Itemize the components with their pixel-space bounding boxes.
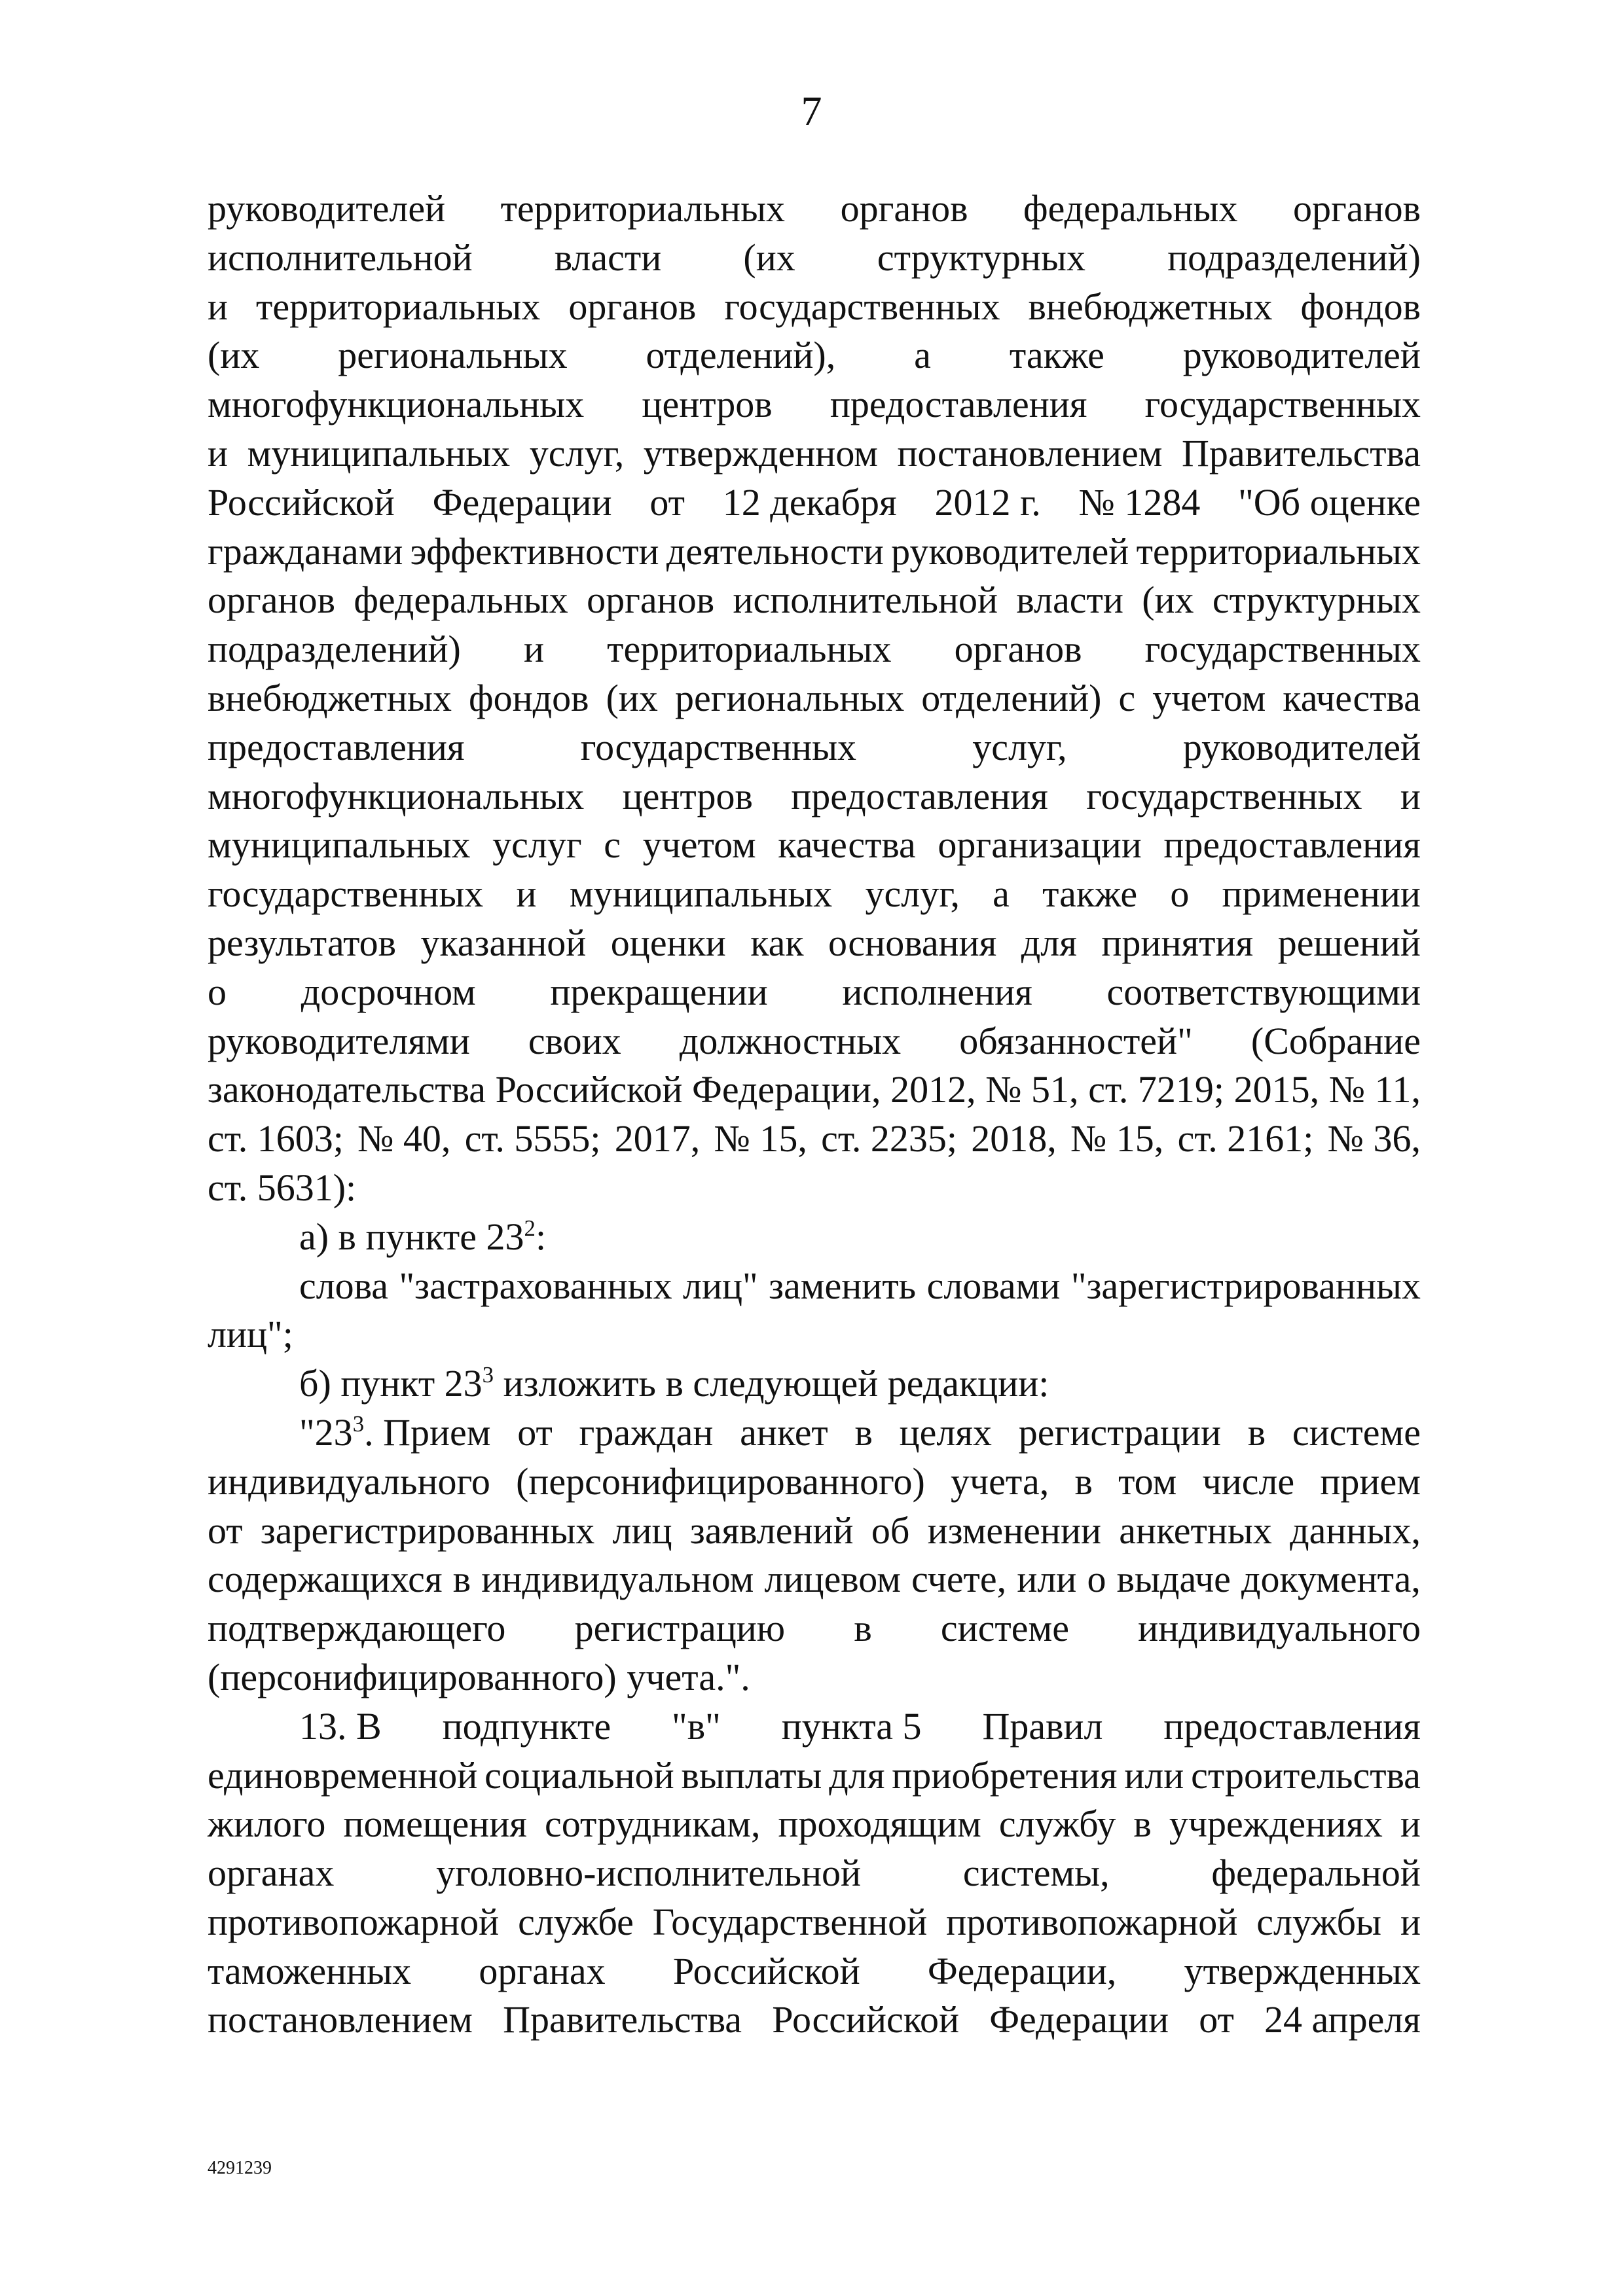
word: (их xyxy=(743,236,795,279)
word: Федерации, xyxy=(927,1949,1117,1992)
word: муниципальных xyxy=(569,872,833,916)
word: № 40, xyxy=(357,1117,451,1160)
word: и xyxy=(1400,1803,1421,1846)
word: выплаты xyxy=(681,1753,822,1797)
word: государственных xyxy=(1086,774,1362,817)
word: Российской xyxy=(208,480,395,524)
word: в xyxy=(854,1410,873,1454)
text-line xyxy=(208,1310,1421,1359)
word: (Собрание xyxy=(1250,1019,1421,1062)
word: Государственной xyxy=(652,1900,928,1943)
word: (их xyxy=(208,334,260,377)
superscript: 3 xyxy=(352,1411,365,1437)
word: подразделений) xyxy=(208,628,461,671)
word: системе xyxy=(1292,1410,1421,1454)
word: предоставления xyxy=(791,774,1048,817)
word: системы, xyxy=(962,1852,1110,1895)
word: фондов xyxy=(1300,285,1421,328)
word: слова xyxy=(299,1264,389,1307)
word: помещения xyxy=(343,1803,527,1846)
word: Федерации, xyxy=(692,1068,881,1111)
text-line xyxy=(208,1017,1421,1066)
word: о xyxy=(1170,872,1190,916)
word: счете, xyxy=(911,1558,1007,1601)
text-line xyxy=(208,1115,1421,1164)
word: решений xyxy=(1277,921,1421,964)
word: Правил xyxy=(982,1704,1103,1748)
word: государственных xyxy=(208,872,484,916)
word: словами xyxy=(926,1264,1061,1307)
word: в xyxy=(854,1607,872,1650)
word: предоставления xyxy=(208,725,465,768)
word: сотрудникам, xyxy=(545,1803,761,1846)
word: законодательства xyxy=(208,1068,486,1111)
word: лиц"; xyxy=(208,1313,293,1356)
text-line xyxy=(208,234,1421,283)
word: соответствующими xyxy=(1106,970,1421,1013)
text-line xyxy=(208,283,1421,332)
word: об xyxy=(871,1509,910,1552)
word: Правительства xyxy=(503,1998,742,2041)
word: "Об оценке xyxy=(1238,480,1421,524)
word: исполнительной xyxy=(208,236,473,279)
word: и xyxy=(208,431,228,475)
word: территориальных xyxy=(1136,529,1421,573)
word: государственных xyxy=(724,285,1000,328)
word: лиц xyxy=(612,1509,672,1552)
word: системе xyxy=(940,1607,1069,1650)
word: регистрации xyxy=(1018,1410,1222,1454)
word: основания xyxy=(828,921,997,964)
text-line xyxy=(208,674,1421,723)
word: ст. 2161; xyxy=(1177,1117,1314,1160)
word: Российской xyxy=(495,1068,683,1111)
word: руководителей xyxy=(1182,725,1421,768)
word: отделений), xyxy=(646,334,836,377)
word: № 51, xyxy=(985,1068,1079,1111)
text-line xyxy=(208,1164,1421,1213)
word: и xyxy=(523,628,544,671)
word: 2018, xyxy=(971,1117,1057,1160)
word: в xyxy=(1247,1410,1266,1454)
word: индивидуальном xyxy=(481,1558,754,1601)
word: федеральных xyxy=(354,579,568,622)
word: анкет xyxy=(740,1410,828,1454)
word: прекращении xyxy=(550,970,768,1013)
word: ст. 2235; xyxy=(821,1117,957,1160)
word: подпункте xyxy=(442,1704,611,1748)
word: № 11, xyxy=(1328,1068,1421,1111)
word: деятельности xyxy=(666,529,884,573)
text-line xyxy=(208,528,1421,577)
word: лицевом xyxy=(764,1558,901,1601)
text-line xyxy=(208,576,1421,625)
word: лиц" xyxy=(683,1264,758,1307)
word: и xyxy=(516,872,537,916)
word: должностных xyxy=(679,1019,902,1062)
superscript: 2 xyxy=(524,1215,536,1241)
word: досрочном xyxy=(301,970,476,1013)
word: Российской xyxy=(672,1949,860,1992)
word: граждан xyxy=(579,1410,714,1454)
word: 2012, xyxy=(890,1068,976,1111)
word: 12 декабря xyxy=(722,480,897,524)
text-fragment: . Прием xyxy=(364,1410,491,1454)
word: (персонифицированного) xyxy=(208,1655,617,1698)
word: и xyxy=(208,285,228,328)
word: органах xyxy=(208,1852,335,1895)
word: услуг, xyxy=(972,725,1067,768)
word: Федерации xyxy=(432,480,612,524)
text-line xyxy=(208,1555,1421,1604)
word: указанной xyxy=(420,921,587,964)
word: а xyxy=(993,872,1010,916)
word: Федерации xyxy=(989,1998,1169,2041)
word: утвержденных xyxy=(1184,1949,1421,1992)
word: в xyxy=(1133,1803,1152,1846)
text-line xyxy=(208,1507,1421,1556)
text-fragment: изложить в следующей редакции: xyxy=(494,1362,1049,1405)
word: (персонифицированного) xyxy=(516,1460,925,1503)
word: оценки xyxy=(610,921,726,964)
word: № 15, xyxy=(714,1117,807,1160)
text-line xyxy=(208,1800,1421,1849)
word: государственных xyxy=(580,725,857,768)
word: учета.". xyxy=(627,1655,750,1698)
word: проходящим xyxy=(778,1803,981,1846)
word: федеральной xyxy=(1211,1852,1421,1895)
word: многофункциональных xyxy=(208,774,585,817)
text-line xyxy=(208,1359,1421,1408)
word: № 15, xyxy=(1070,1117,1164,1160)
word: строительства xyxy=(1191,1753,1421,1797)
word: анкетных xyxy=(1119,1509,1272,1552)
word: службы xyxy=(1256,1900,1381,1943)
word: (их xyxy=(1142,579,1194,622)
word: предоставления xyxy=(1163,823,1421,867)
text-line xyxy=(208,429,1421,478)
word: обязанностей" xyxy=(959,1019,1193,1062)
word: индивидуального xyxy=(208,1460,490,1503)
word: ст. 5631): xyxy=(208,1166,357,1209)
word: 13. В xyxy=(299,1704,382,1748)
word: утвержденном xyxy=(643,431,878,475)
text-line xyxy=(208,1066,1421,1115)
word: услуг, xyxy=(865,872,960,916)
word: органов xyxy=(954,628,1082,671)
word: органов xyxy=(840,187,968,230)
word: (их xyxy=(606,676,658,719)
text-fragment: а) в пункте 23 xyxy=(299,1215,524,1258)
word: социальной xyxy=(484,1753,674,1797)
text-line xyxy=(208,870,1421,919)
word: № 36, xyxy=(1327,1117,1421,1160)
word: ст. 5555; xyxy=(464,1117,601,1160)
word: и xyxy=(1400,1900,1421,1943)
word: центров xyxy=(642,383,773,426)
word: эффективности xyxy=(410,529,659,573)
text-line xyxy=(208,1653,1421,1702)
word: органах xyxy=(479,1949,606,1992)
text-line xyxy=(208,1849,1421,1898)
word xyxy=(299,1213,546,1262)
text-line xyxy=(208,1751,1421,1801)
word: службу xyxy=(998,1803,1116,1846)
word: федеральных xyxy=(1023,187,1238,230)
word: своих xyxy=(528,1019,621,1062)
word: государственных xyxy=(1144,628,1421,671)
word: жилого xyxy=(208,1803,326,1846)
word: услуг, xyxy=(529,431,625,475)
word: учетом xyxy=(1152,676,1266,719)
word: учетом xyxy=(642,823,756,867)
word: заменить xyxy=(769,1264,917,1307)
word: ст. 1603; xyxy=(208,1117,344,1160)
text-line xyxy=(208,1458,1421,1507)
word: центров xyxy=(622,774,753,817)
word: числе xyxy=(1202,1460,1295,1503)
word: руководителей xyxy=(208,187,446,230)
word: содержащихся xyxy=(208,1558,443,1601)
word: подтверждающего xyxy=(208,1607,506,1650)
text-line xyxy=(208,1213,1421,1262)
text-line xyxy=(208,1898,1421,1947)
word: заявлений xyxy=(689,1509,854,1552)
word: и xyxy=(1400,774,1421,817)
word: внебюджетных xyxy=(208,676,452,719)
word: в xyxy=(1074,1460,1093,1503)
text-line xyxy=(208,478,1421,528)
text-line xyxy=(208,968,1421,1017)
page-number: 7 xyxy=(801,88,822,134)
word: качества xyxy=(1283,676,1421,719)
word: прием xyxy=(1320,1460,1421,1503)
word: предоставления xyxy=(830,383,1087,426)
text-line xyxy=(208,625,1421,674)
word: 2012 г. xyxy=(934,480,1041,524)
word: власти xyxy=(1016,579,1123,622)
word: услуг xyxy=(492,823,582,867)
word: для xyxy=(1021,921,1077,964)
word: Российской xyxy=(772,1998,960,2041)
word: от xyxy=(208,1509,243,1552)
word: органов xyxy=(1293,187,1421,230)
word: для xyxy=(829,1753,885,1797)
word: гражданами xyxy=(208,529,403,573)
word: о xyxy=(1087,1558,1106,1601)
text-line xyxy=(208,1702,1421,1751)
word: пункта 5 xyxy=(781,1704,922,1748)
word: региональных xyxy=(338,334,568,377)
word: единовременной xyxy=(208,1753,478,1797)
word: или xyxy=(1017,1558,1077,1601)
word: документа, xyxy=(1241,1558,1421,1601)
text-line xyxy=(208,331,1421,380)
word: применении xyxy=(1222,872,1421,916)
word: 2017, xyxy=(614,1117,701,1160)
text-line xyxy=(208,723,1421,772)
word: противопожарной xyxy=(946,1900,1238,1943)
word: индивидуального xyxy=(1138,1607,1421,1650)
word: постановлением xyxy=(897,431,1163,475)
word: данных, xyxy=(1290,1509,1421,1552)
word: Правительства xyxy=(1181,431,1421,475)
word: территориальных xyxy=(500,187,786,230)
word: приобретения xyxy=(892,1753,1118,1797)
word: многофункциональных xyxy=(208,383,585,426)
superscript: 3 xyxy=(482,1362,494,1388)
word: структурных xyxy=(1212,579,1421,622)
word: таможенных xyxy=(208,1949,412,1992)
word: постановлением xyxy=(208,1998,473,2041)
text-fragment: "23 xyxy=(299,1410,353,1454)
word: уголовно-исполнительной xyxy=(436,1852,862,1895)
word: органов xyxy=(587,579,715,622)
word: территориальных xyxy=(607,628,892,671)
word: учета, xyxy=(951,1460,1049,1503)
word: руководителей xyxy=(1182,334,1421,377)
word: качества xyxy=(778,823,916,867)
word: от xyxy=(649,480,685,524)
word: 24 апреля xyxy=(1264,1998,1421,2041)
text-fragment: б) пункт 23 xyxy=(299,1362,483,1405)
word: том xyxy=(1118,1460,1177,1503)
document-body xyxy=(208,185,1421,2045)
text-line xyxy=(208,1996,1421,2045)
word: предоставления xyxy=(1163,1704,1421,1748)
word: фондов xyxy=(469,676,589,719)
text-line xyxy=(208,919,1421,968)
word: региональных xyxy=(674,676,905,719)
word: или xyxy=(1124,1753,1184,1797)
word: органов xyxy=(568,285,697,328)
word: территориальных xyxy=(256,285,541,328)
word: "зарегистрированных xyxy=(1070,1264,1421,1307)
word: подразделений) xyxy=(1167,236,1421,279)
document-id: 4291239 xyxy=(208,2158,272,2178)
word: исполнительной xyxy=(733,579,998,622)
word: государственных xyxy=(1144,383,1421,426)
word: как xyxy=(750,921,804,964)
text-fragment: : xyxy=(535,1215,547,1258)
word: выдаче xyxy=(1116,1558,1231,1601)
text-line xyxy=(208,821,1421,870)
word: "застрахованных xyxy=(399,1264,672,1307)
word: № 1284 xyxy=(1078,480,1201,524)
word xyxy=(299,1408,490,1458)
word: с xyxy=(604,823,621,867)
text-line xyxy=(208,185,1421,234)
word: противопожарной xyxy=(208,1900,500,1943)
word: зарегистрированных xyxy=(260,1509,595,1552)
word: организации xyxy=(938,823,1142,867)
word: руководителями xyxy=(208,1019,470,1062)
word: муниципальных xyxy=(208,823,471,867)
word xyxy=(299,1359,1049,1408)
word: от xyxy=(1199,1998,1234,2041)
word: 2015, xyxy=(1233,1068,1320,1111)
word: изменении xyxy=(927,1509,1102,1552)
word: власти xyxy=(554,236,662,279)
text-line xyxy=(208,1408,1421,1458)
word: службе xyxy=(518,1900,634,1943)
word: регистрацию xyxy=(574,1607,786,1650)
word: руководителей xyxy=(891,529,1129,573)
word: учреждениях xyxy=(1169,1803,1383,1846)
word: муниципальных xyxy=(247,431,511,475)
word: исполнения xyxy=(842,970,1032,1013)
word: "в" xyxy=(672,1704,721,1748)
word: в xyxy=(452,1558,471,1601)
word: от xyxy=(517,1410,553,1454)
text-line xyxy=(208,772,1421,821)
text-line xyxy=(208,1262,1421,1311)
word: результатов xyxy=(208,921,397,964)
text-line xyxy=(208,380,1421,429)
word: отделений) xyxy=(921,676,1102,719)
word: органов xyxy=(208,579,335,622)
text-line xyxy=(208,1604,1421,1653)
word: ст. 7219; xyxy=(1088,1068,1225,1111)
word: а xyxy=(914,334,931,377)
word: принятия xyxy=(1101,921,1254,964)
word: о xyxy=(208,970,227,1013)
word: внебюджетных xyxy=(1028,285,1273,328)
word: структурных xyxy=(877,236,1085,279)
word: также xyxy=(1009,334,1104,377)
word: с xyxy=(1118,676,1136,719)
word: целях xyxy=(899,1410,993,1454)
word: также xyxy=(1042,872,1138,916)
text-line xyxy=(208,1947,1421,1996)
